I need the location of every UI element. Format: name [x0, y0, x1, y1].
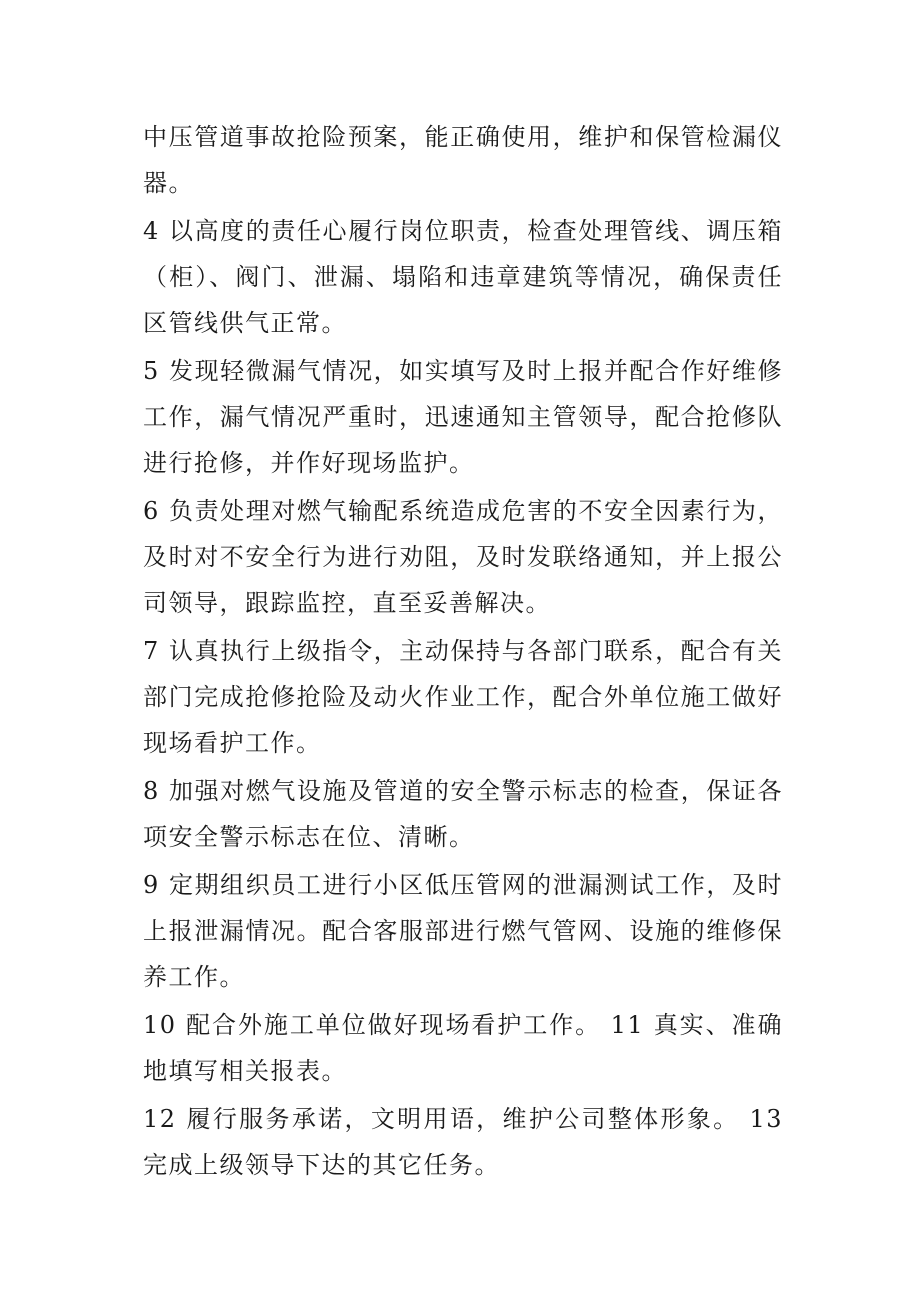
paragraph-item-7: 7 认真执行上级指令，主动保持与各部门联系，配合有关部门完成抢修抢险及动火作业工作，配合外单位施工做好现场看护工作。: [143, 637, 783, 757]
document-body: [143, 114, 783, 1190]
paragraph-item-12-13: 12 履行服务承诺，文明用语，维护公司整体形象。 13 完成上级领导下达的其它任务。: [143, 1105, 783, 1179]
paragraph-item-4: 4 以高度的责任心履行岗位职责，检查处理管线、调压箱（柜）、阀门、泄漏、塌陷和违章建筑等情况，确保责任区管线供气正常。: [143, 217, 783, 337]
paragraph-item-8: 8 加强对燃气设施及管道的安全警示标志的检查，保证各项安全警示标志在位、清晰。: [143, 777, 783, 851]
paragraph-continuation: 中压管道事故抢险预案，能正确使用，维护和保管检漏仪器。: [143, 123, 783, 197]
paragraph-item-10-11: 10 配合外施工单位做好现场看护工作。 11 真实、准确地填写相关报表。: [143, 1011, 783, 1085]
paragraph-item-5: 5 发现轻微漏气情况，如实填写及时上报并配合作好维修工作，漏气情况严重时，迅速通知主管领导，配合抢修队进行抢修，并作好现场监护。: [143, 357, 783, 477]
paragraph-item-6: 6 负责处理对燃气输配系统造成危害的不安全因素行为，及时对不安全行为进行劝阻，及时发联络通知，并上报公司领导，跟踪监控，直至妥善解决。: [143, 497, 783, 617]
paragraph-item-9: 9 定期组织员工进行小区低压管网的泄漏测试工作，及时上报泄漏情况。配合客服部进行燃气管网、设施的维修保养工作。: [143, 871, 783, 991]
